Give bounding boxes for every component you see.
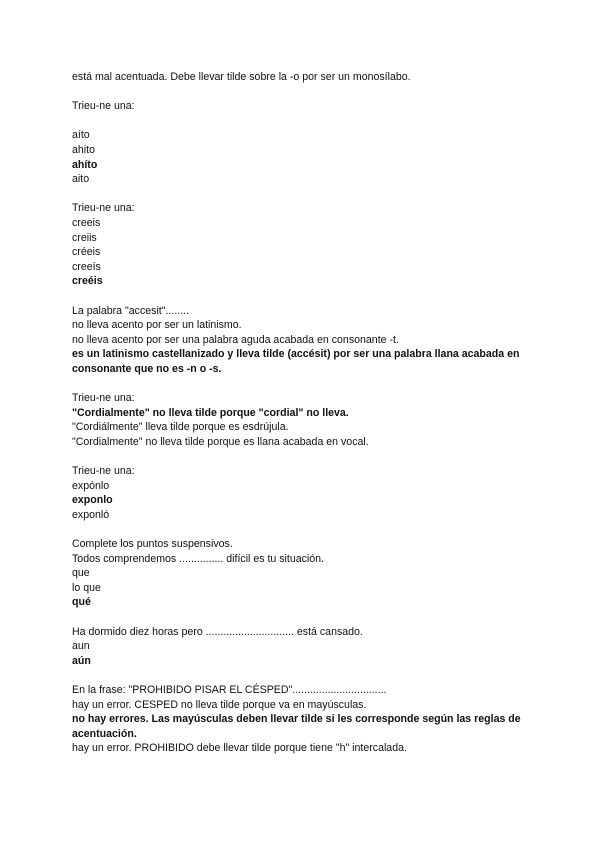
correct-answer-line: aún — [72, 654, 91, 667]
text-line: créeis — [72, 246, 101, 259]
text-line: Todos comprendemos ............... difícil es tu situación. — [72, 552, 325, 565]
paragraph-gap — [72, 610, 542, 625]
correct-answer-line: "Cordialmente" no lleva tilde porque "cordial" no lleva. — [72, 406, 349, 419]
text-line: Trieu-ne una: — [72, 202, 135, 215]
text-line: creeís — [72, 260, 101, 273]
text-line: "Cordialmente" no lleva tilde porque es llana acabada en vocal. — [72, 435, 369, 448]
paragraph-gap — [72, 187, 542, 202]
text-line: "Cordiálmente" lleva tilde porque es esdrújula. — [72, 421, 289, 434]
paragraph-gap — [72, 289, 542, 304]
correct-answer-line: qué — [72, 596, 91, 609]
text-line: creiis — [72, 231, 97, 244]
text-line: Trieu-ne una: — [72, 392, 135, 405]
text-line: que — [72, 567, 90, 580]
text-line: Complete los puntos suspensivos. — [72, 538, 233, 550]
text-line: La palabra "accesit"........ — [72, 304, 190, 317]
paragraph-gap — [72, 376, 542, 391]
correct-answer-line: exponlo — [72, 494, 113, 507]
document-page — [72, 70, 542, 756]
correct-answer-line: es un latinismo castellanizado y lleva tilde (accésit) por ser una palabra llana acabada en consonante que no es -n o -s. — [72, 348, 520, 375]
text-line: expónlo — [72, 479, 110, 492]
correct-answer-line: ahíto — [72, 158, 98, 171]
text-line: aíto — [72, 129, 90, 142]
text-line: aito — [72, 173, 90, 186]
paragraph-gap — [72, 668, 542, 683]
paragraph-gap — [72, 522, 542, 537]
paragraph-gap — [72, 85, 542, 100]
correct-answer-line: creéis — [72, 275, 103, 288]
text-line: ahito — [72, 143, 95, 156]
text-line: En la frase: "PROHIBIDO PISAR EL CÉSPED"................................ — [72, 683, 387, 696]
text-line: está mal acentuada. Debe llevar tilde sobre la -o por ser un monosílabo. — [72, 71, 411, 83]
text-line: Trieu-ne una: — [72, 465, 135, 478]
correct-answer-line: no hay errores. Las mayúsculas deben llevar tilde si les corresponde según las reglas de acentuación. — [72, 713, 521, 740]
text-line: exponló — [72, 508, 110, 521]
text-line: lo que — [72, 581, 101, 594]
text-line: Trieu-ne una: — [72, 100, 135, 113]
text-line: no lleva acento por ser una palabra aguda acabada en consonante -t. — [72, 333, 399, 346]
text-line — [72, 114, 542, 129]
text-line: hay un error. CESPED no lleva tilde porque va en mayúsculas. — [72, 698, 367, 711]
paragraph-gap — [72, 449, 542, 464]
text-line: no lleva acento por ser un latinismo. — [72, 319, 242, 332]
text-line: creeis — [72, 216, 101, 229]
text-line: Ha dormido diez horas pero .............................. está cansado. — [72, 625, 363, 638]
text-line: aun — [72, 640, 90, 653]
text-line: hay un error. PROHIBIDO debe llevar tilde porque tiene "h" intercalada. — [72, 742, 407, 755]
